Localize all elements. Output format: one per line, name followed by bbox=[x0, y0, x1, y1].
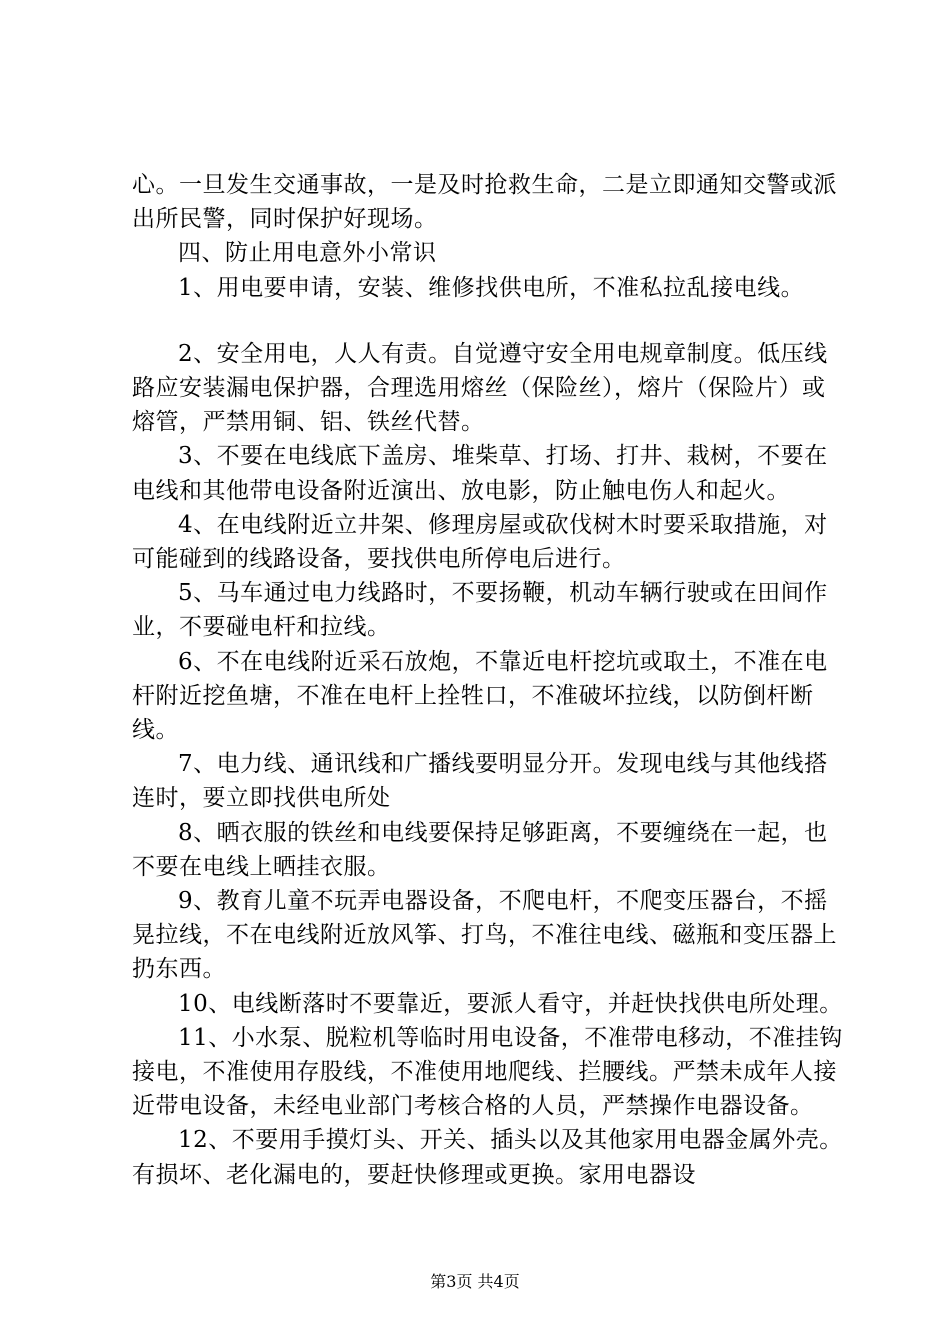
paragraph-item-11: 11、小水泵、脱粒机等临时用电设备，不准带电移动，不准挂钩接电，不准使用存股线，不准使用地爬线、拦腰线。严禁未成年人接近带电设备，未经电业部门考核合格的人员，严禁操作电器设备。 bbox=[132, 1024, 843, 1120]
paragraph-item-12: 12、不要用手摸灯头、开关、插头以及其他家用电器金属外壳。有损坏、老化漏电的，要赶快修理或更换。家用电器设 bbox=[132, 1127, 843, 1188]
paragraph-continuation: 心。一旦发生交通事故，一是及时抢救生命，二是立即通知交警或派出所民警，同时保护好现场。 bbox=[132, 172, 837, 233]
paragraph-item-5: 5、马车通过电力线路时，不要扬鞭，机动车辆行驶或在田间作业，不要碰电杆和拉线。 bbox=[132, 580, 828, 641]
document-body bbox=[132, 168, 844, 1192]
paragraph-item-6: 6、不在电线附近采石放炮，不靠近电杆挖坑或取土，不准在电杆附近挖鱼塘，不准在电杆上拴牲口，不准破坏拉线，以防倒杆断线。 bbox=[132, 648, 828, 744]
paragraph-item-3: 3、不要在电线底下盖房、堆柴草、打场、打井、栽树，不要在电线和其他带电设备附近演出、放电影，防止触电伤人和起火。 bbox=[132, 443, 828, 504]
paragraph-item-7: 7、电力线、通讯线和广播线要明显分开。发现电线与其他线搭连时，要立即找供电所处 bbox=[132, 751, 828, 812]
paragraph-item-10: 10、电线断落时不要靠近，要派人看守，并赶快找供电所处理。 bbox=[178, 990, 843, 1017]
paragraph-item-9: 9、教育儿童不玩弄电器设备，不爬电杆，不爬变压器台，不摇晃拉线，不在电线附近放风筝、打鸟，不准往电线、磁瓶和变压器上扔东西。 bbox=[132, 888, 837, 983]
paragraph-item-1: 1、用电要申请，安装、维修找供电所，不准私拉乱接电线。 bbox=[178, 274, 805, 301]
section-heading: 四、防止用电意外小常识 bbox=[178, 240, 437, 267]
paragraph-item-2: 2、安全用电，人人有责。自觉遵守安全用电规章制度。低压线路应安装漏电保护器，合理选用熔丝（保险丝），熔片（保险片）或熔管，严禁用铜、铝、铁丝代替。 bbox=[132, 340, 828, 436]
page-number-footer: 第3页 共4页 bbox=[430, 1272, 520, 1291]
paragraph-item-4: 4、在电线附近立井架、修理房屋或砍伐树木时要采取措施，对可能碰到的线路设备，要找供电所停电后进行。 bbox=[132, 511, 828, 573]
paragraph-item-8: 8、晒衣服的铁丝和电线要保持足够距离，不要缠绕在一起，也不要在电线上晒挂衣服。 bbox=[132, 819, 828, 880]
